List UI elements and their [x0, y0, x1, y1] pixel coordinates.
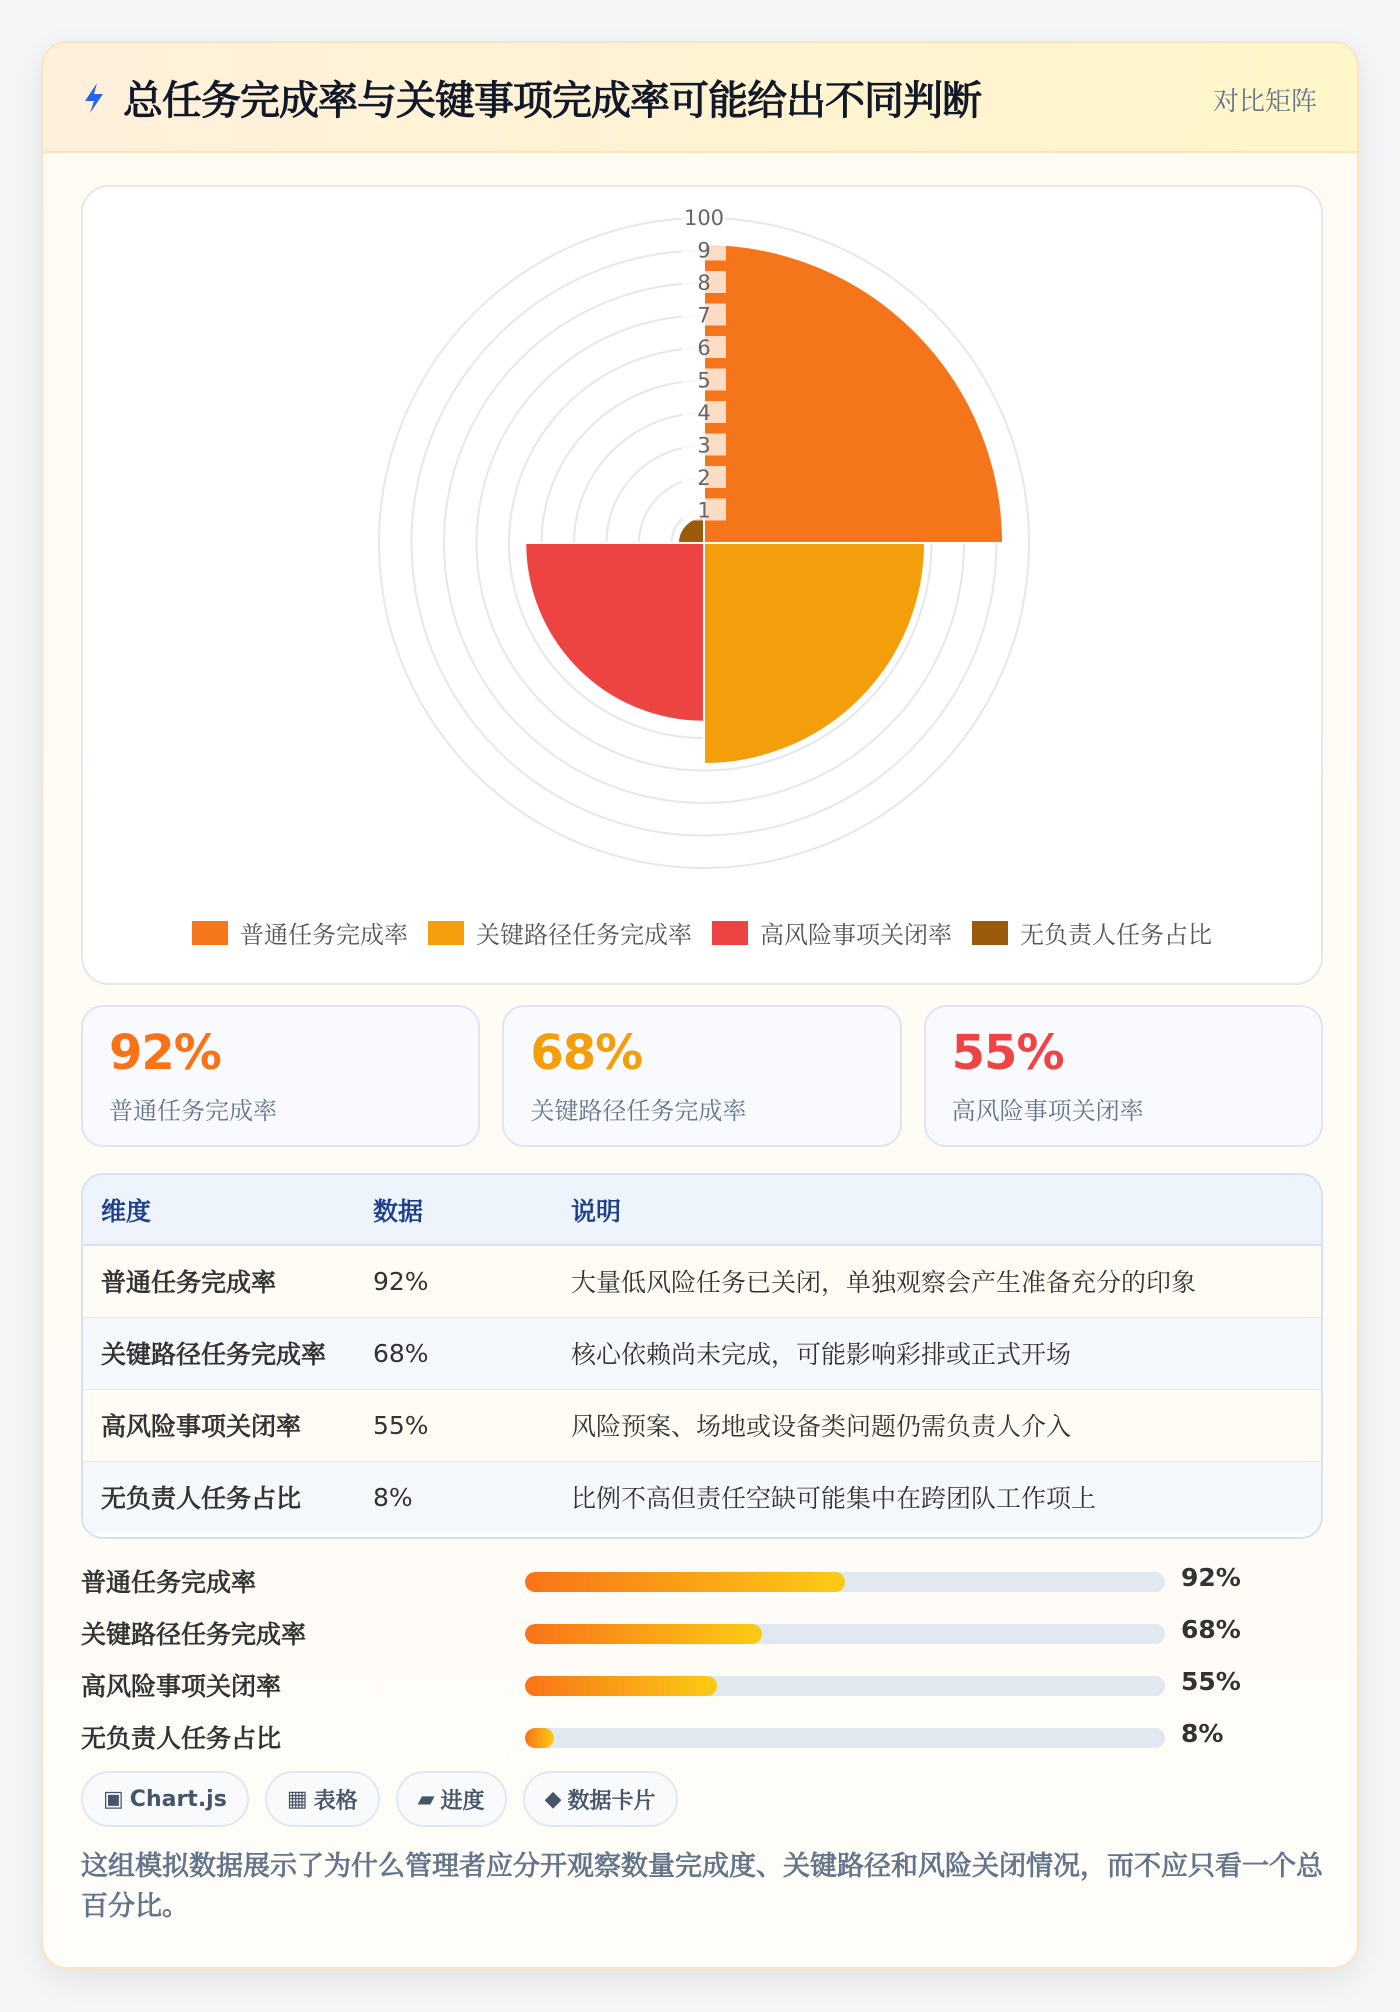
- table-row: [83, 1317, 1321, 1389]
- chip-label: 表格: [313, 1788, 358, 1814]
- progress-label: 高风险事项关闭率: [81, 1672, 282, 1701]
- legend-item[interactable]: [972, 915, 1212, 950]
- table-row: [83, 1461, 1321, 1533]
- progress-icon: ▰: [417, 1786, 435, 1812]
- kpi-card: [81, 1005, 480, 1147]
- progress-label: 关键路径任务完成率: [81, 1620, 307, 1649]
- table-cell: 比例不高但责任空缺可能集中在跨团队工作项上: [553, 1461, 1321, 1533]
- page-title: 总任务完成率与关键事项完成率可能给出不同判断: [123, 78, 981, 124]
- progress-track: [525, 1676, 1165, 1696]
- table-cell: 无负责人任务占比: [83, 1461, 355, 1533]
- progress-row: [81, 1607, 1323, 1659]
- chart-panel: [81, 185, 1323, 985]
- polar-wedge[interactable]: [525, 543, 704, 722]
- progress-bars: [81, 1555, 1323, 1763]
- table-icon: ▦: [286, 1786, 308, 1812]
- legend-label: 无负责人任务占比: [1020, 921, 1212, 949]
- table-cell: 8%: [355, 1461, 553, 1533]
- tick-label: 9: [697, 238, 711, 263]
- chip-chartjs[interactable]: [81, 1771, 249, 1827]
- progress-row: [81, 1711, 1323, 1763]
- kpi-card: [502, 1005, 901, 1147]
- progress-value: 55%: [1181, 1667, 1241, 1696]
- tick-label: 4: [697, 401, 711, 425]
- progress-fill: [525, 1624, 762, 1644]
- column-header: 数据: [355, 1175, 553, 1245]
- polar-wedge[interactable]: [704, 543, 925, 764]
- kpi-value: 68%: [530, 1025, 643, 1081]
- progress-value: 68%: [1181, 1615, 1241, 1644]
- table-cell: 大量低风险任务已关闭，单独观察会产生准备充分的印象: [553, 1245, 1321, 1317]
- progress-track: [525, 1728, 1165, 1748]
- table-cell: 核心依赖尚未完成，可能影响彩排或正式开场: [553, 1317, 1321, 1389]
- card-header: [43, 43, 1357, 153]
- tick-label: 100: [683, 206, 725, 230]
- legend-item[interactable]: [192, 915, 408, 950]
- kpi-label: 高风险事项关闭率: [951, 1097, 1144, 1125]
- kpi-value: 55%: [951, 1025, 1064, 1081]
- kpi-label: 关键路径任务完成率: [530, 1097, 747, 1125]
- polar-wedge[interactable]: [704, 244, 1003, 543]
- progress-track: [525, 1624, 1165, 1644]
- tag-chips: [81, 1771, 678, 1827]
- table-cell: 关键路径任务完成率: [83, 1317, 355, 1389]
- legend-swatch: [712, 921, 748, 945]
- kpi-value: 92%: [109, 1025, 221, 1081]
- data-table: [81, 1173, 1323, 1539]
- legend-item[interactable]: [428, 915, 692, 950]
- kpi-card: [924, 1005, 1323, 1147]
- legend-label: 普通任务完成率: [240, 921, 408, 949]
- legend-swatch: [972, 921, 1008, 945]
- progress-value: 92%: [1181, 1563, 1241, 1592]
- chip-label: 数据卡片: [567, 1788, 656, 1814]
- chip-label: 进度: [440, 1788, 485, 1814]
- table-row: [83, 1389, 1321, 1461]
- report-card: [41, 41, 1359, 1969]
- kpi-cards: [81, 1005, 1323, 1147]
- legend-swatch: [192, 921, 228, 945]
- chip-label: Chart.js: [129, 1786, 227, 1812]
- table-cell: 高风险事项关闭率: [83, 1389, 355, 1461]
- footnote: 这组模拟数据展示了为什么管理者应分开观察数量完成度、关键路径和风险关闭情况，而不应只看一个总百分比。: [81, 1851, 1323, 1922]
- progress-row: [81, 1555, 1323, 1607]
- legend-label: 关键路径任务完成率: [476, 921, 692, 949]
- table-header-row: [83, 1175, 1321, 1245]
- tick-label: 5: [697, 368, 711, 393]
- progress-label: 普通任务完成率: [81, 1568, 257, 1597]
- lightning-icon: [81, 81, 107, 115]
- table-cell: 55%: [355, 1389, 553, 1461]
- table-cell: 风险预案、场地或设备类问题仍需负责人介入: [553, 1389, 1321, 1461]
- legend-swatch: [428, 921, 464, 945]
- progress-row: [81, 1659, 1323, 1711]
- chart-icon: ▣: [103, 1786, 124, 1812]
- tick-label: 8: [697, 271, 711, 295]
- column-header: 维度: [83, 1175, 355, 1245]
- tick-label: 1: [697, 498, 711, 523]
- tick-label: 3: [697, 433, 711, 458]
- chip-table[interactable]: [265, 1771, 380, 1827]
- chip-data-card[interactable]: [523, 1771, 678, 1827]
- polar-area-chart: [83, 187, 1325, 907]
- column-header: 说明: [553, 1175, 1321, 1245]
- legend-label: 高风险事项关闭率: [760, 921, 952, 949]
- chip-progress[interactable]: [396, 1771, 507, 1827]
- chart-legend: [83, 915, 1321, 950]
- header-tag: 对比矩阵: [1212, 87, 1317, 117]
- table-cell: 普通任务完成率: [83, 1245, 355, 1317]
- tick-label: 6: [697, 336, 711, 360]
- legend-item[interactable]: [712, 915, 952, 950]
- table-cell: 92%: [355, 1245, 553, 1317]
- progress-value: 8%: [1181, 1719, 1224, 1748]
- progress-fill: [525, 1728, 554, 1748]
- diamond-icon: ◆: [544, 1786, 562, 1812]
- progress-track: [525, 1572, 1165, 1592]
- table-row: [83, 1245, 1321, 1317]
- progress-label: 无负责人任务占比: [81, 1724, 282, 1753]
- table-cell: 68%: [355, 1317, 553, 1389]
- kpi-label: 普通任务完成率: [109, 1097, 277, 1125]
- progress-fill: [525, 1572, 845, 1592]
- tick-label: 2: [697, 466, 711, 490]
- tick-label: 7: [697, 303, 711, 328]
- progress-fill: [525, 1676, 717, 1696]
